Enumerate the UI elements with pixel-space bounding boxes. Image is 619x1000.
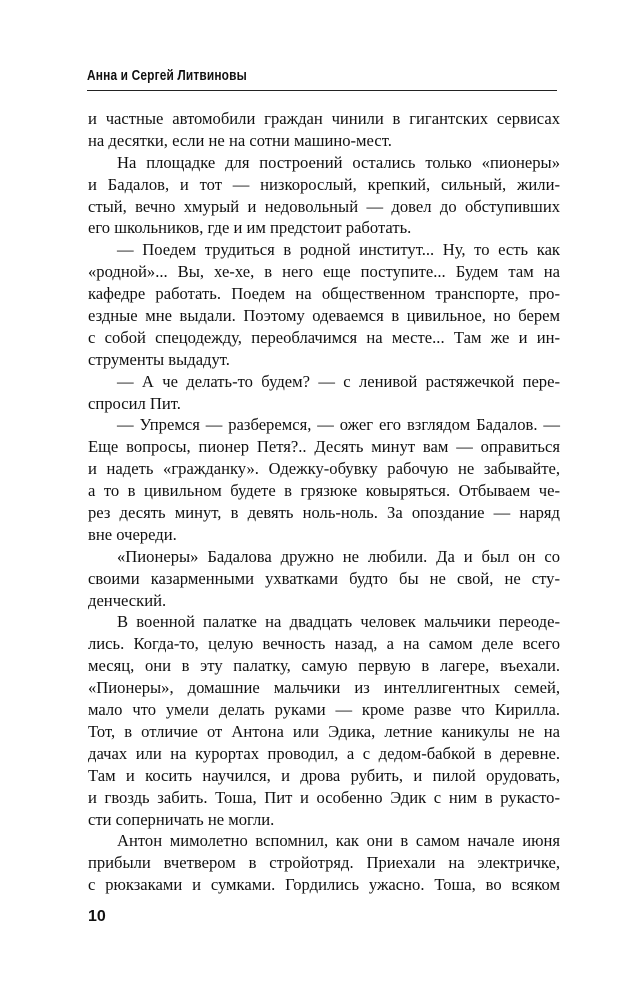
text-line: вне очереди. — [88, 524, 177, 544]
text-line: Еще вопросы, пионер Петя?.. Десять минут вам — оправиться — [88, 437, 560, 457]
text-line: струменты выдадут. — [88, 349, 230, 369]
header-title: Анна и Сергей Литвиновы — [87, 68, 247, 84]
text-line: своими казарменными ухватками будто бы не свой, не сту- — [88, 568, 560, 588]
text-line: сти соперничать не могли. — [88, 809, 275, 829]
text-line: — Упремся — разберемся, — ожег его взглядом Бадалов. — — [117, 415, 560, 435]
text-line: рез десять минут, в девять ноль-ноль. За опоздание — наряд — [88, 503, 560, 523]
running-header — [87, 66, 557, 91]
text-line: Тот, в отличие от Антона или Эдика, летние каникулы не на — [88, 721, 560, 741]
text-line: «Пионеры» Бадалова дружно не любили. Да и был он со — [117, 546, 560, 566]
text-line: денческий. — [88, 590, 167, 610]
text-line: его школьников, где и им предстоит работать. — [88, 218, 412, 238]
text-line: месяц, они в эту палатку, самую первую в лагере, въехали. — [88, 656, 560, 676]
text-line: Антон мимолетно вспомнил, как они в самом начале июня — [117, 831, 560, 851]
text-line: Там и косить научился, и дрова рубить, и пилой орудовать, — [88, 765, 560, 785]
text-line: «родной»... Вы, хе-хе, в него еще поступите... Будем там на — [88, 262, 560, 282]
text-line: и надеть «гражданку». Одежку-обувку рабочую не забывайте, — [88, 459, 560, 479]
text-line: прибыли вчетвером в стройотряд. Приехали на электричке, — [88, 853, 560, 873]
text-line: На площадке для построений остались только «пионеры» — [117, 152, 560, 172]
text-line: стый, вечно хмурый и недовольный — довел до обступивших — [88, 196, 560, 216]
text-line: спросил Пит. — [88, 393, 181, 413]
text-line: и частные автомобили граждан чинили в гигантских сервисах — [88, 109, 560, 128]
text-line: а то в цивильном будете в грязюке ковыряться. Отбываем че- — [88, 481, 560, 501]
body-text — [88, 108, 560, 896]
text-line: — Поедем трудиться в родной институт... Ну, то есть как — [117, 240, 560, 260]
text-line: «Пионеры», домашние мальчики из интеллигентных семей, — [88, 678, 560, 698]
text-line: с рюкзаками и сумками. Гордились ужасно. Тоша, во всяком — [88, 875, 560, 895]
text-line: и гвоздь забить. Тоша, Пит и особенно Эдик с ним в рукасто- — [88, 787, 560, 807]
text-line: на десятки, если не на сотни машино-мест. — [88, 130, 392, 150]
text-line: ездные мне выдали. Поэтому одеваемся в цивильное, но берем — [88, 306, 560, 326]
text-line: кафедре работать. Поедем на общественном транспорте, про- — [88, 284, 560, 304]
text-line: В военной палатке на двадцать человек мальчики переоде- — [117, 612, 560, 632]
page-number: 10 — [88, 908, 106, 925]
text-line: мало что умели делать руками — кроме разве что Кирилла. — [88, 700, 560, 720]
text-line: лись. Когда-то, целую вечность назад, а на самом деле всего — [88, 634, 560, 654]
text-line: дачах или на курортах проводил, а с дедом-бабкой в деревне. — [88, 743, 560, 763]
text-line: и Бадалов, и тот — низкорослый, крепкий, сильный, жили- — [88, 174, 560, 194]
text-line: с собой спецодежду, переоблачимся на месте... Там же и ин- — [88, 327, 560, 347]
text-line: — А че делать-то будем? — с ленивой растяжечкой пере- — [117, 371, 560, 391]
